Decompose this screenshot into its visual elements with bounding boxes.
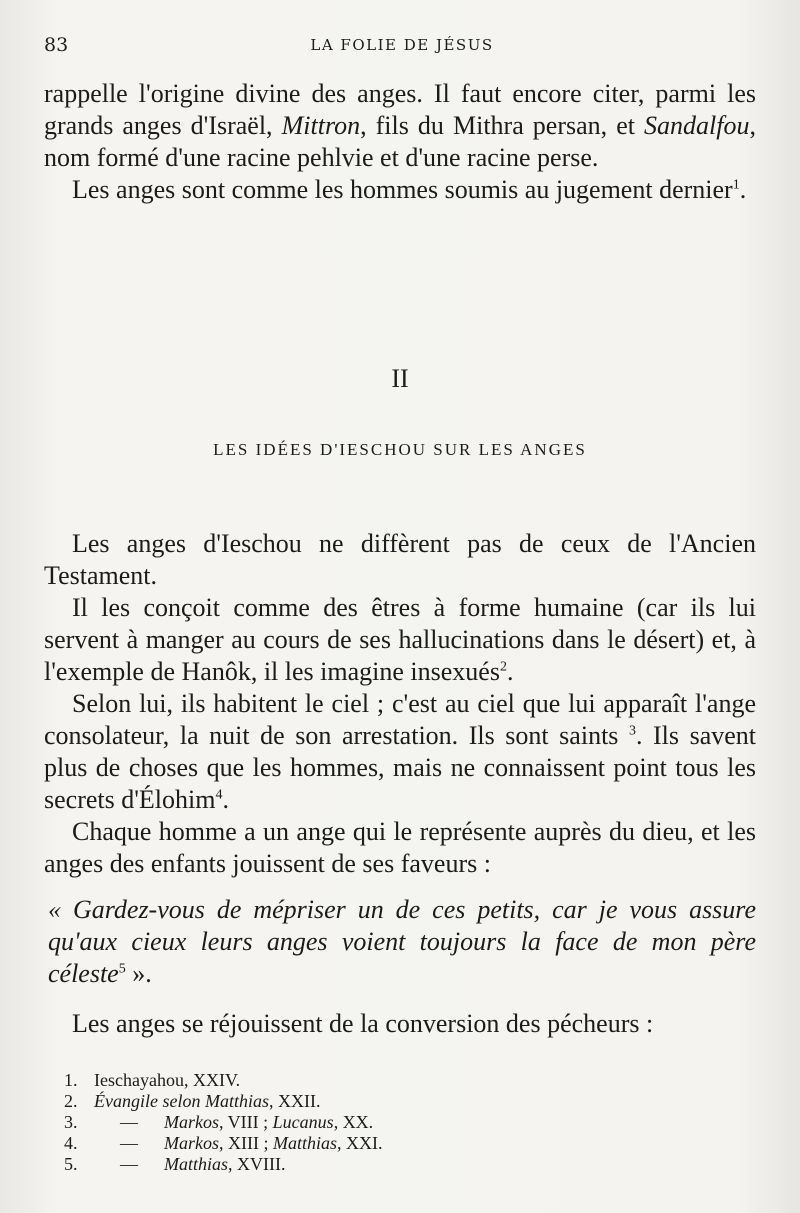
footnote-ref: 3 — [628, 723, 636, 739]
footnote-number: 2. — [64, 1091, 78, 1111]
footnote-ref: 2 — [499, 659, 507, 675]
footnote-run: , XX. — [333, 1112, 374, 1132]
footnote-number: 4. — [64, 1133, 78, 1153]
footnote-run: , XXII. — [269, 1091, 321, 1111]
footnote-run: Markos — [164, 1112, 219, 1132]
footnote-text — [164, 1112, 373, 1133]
text-run: Selon lui, ils habitent le ciel ; c'est au ciel que lui apparaît l'ange consolateur, la nuit de son arrestation. Ils sont saints — [44, 689, 756, 750]
footnote-ref: 4 — [215, 787, 223, 803]
footnote-run: , VIII ; — [219, 1112, 273, 1132]
footnote — [64, 1133, 664, 1154]
footnote-number: 5. — [64, 1154, 78, 1174]
footnote-run: Matthias — [272, 1133, 337, 1153]
text-run: Il les conçoit comme des êtres à forme humaine (car ils lui servent à manger au cours de ses hallucinations dans le désert) et, à l'exemple de Hanôk, il les imagine insexués — [44, 593, 756, 686]
footnote — [64, 1091, 664, 1112]
ditto-mark: — — [120, 1133, 138, 1153]
paragraph — [44, 78, 756, 174]
footnote-run: Matthias — [204, 1091, 269, 1111]
running-title: LA FOLIE DE JÉSUS — [310, 36, 494, 54]
quotation — [44, 894, 756, 990]
text-run: . Ils savent plus de choses que les hommes, mais ne connaissent point tous les secrets d'Élohim — [44, 721, 757, 814]
footnote-number: 1. — [64, 1070, 78, 1090]
footnotes — [64, 1070, 664, 1175]
footnote-run: Markos — [164, 1133, 219, 1153]
paragraph: Chaque homme a un ange qui le représente auprès du dieu, et les anges des enfants jouissent de ses faveurs : — [44, 817, 756, 878]
text-run: . — [506, 657, 514, 686]
text-run: . — [739, 175, 747, 204]
quote-close: ». — [125, 959, 152, 988]
footnote-run: Évangile selon — [94, 1091, 201, 1111]
text-run: rappelle l'origine divine des anges. Il faut encore citer, parmi les grands anges d'Israël, — [44, 79, 756, 140]
paragraph: Les anges se réjouissent de la conversion des pécheurs : — [72, 1009, 654, 1038]
paragraph — [44, 688, 756, 816]
footnote-run: Matthias — [164, 1154, 229, 1174]
footnote-text — [94, 1091, 321, 1112]
footnote — [64, 1112, 664, 1133]
footnote-run: , XVIII. — [228, 1154, 286, 1174]
paragraph: Les anges d'Ieschou ne diffèrent pas de ceux de l'Ancien Testament. — [44, 529, 756, 590]
footnote-number: 3. — [64, 1112, 78, 1132]
footnote-ref: 1 — [732, 177, 740, 193]
footnote-run: , XIII ; — [219, 1133, 273, 1153]
footnote-run: Ieschayahou, XXIV. — [94, 1070, 241, 1090]
top-text-block — [44, 78, 756, 206]
footnote-text — [94, 1070, 240, 1091]
footnote — [64, 1154, 664, 1175]
footnote-text — [164, 1154, 286, 1175]
paragraph — [44, 592, 756, 688]
footnote-text — [164, 1133, 383, 1154]
quote-text: Gardez-vous de mépriser un de ces petits, car je vous assure qu'aux cieux leurs anges voient toujours la face de mon père céleste — [48, 895, 756, 988]
ditto-mark: — — [120, 1112, 138, 1132]
ditto-mark: — — [120, 1154, 138, 1174]
section-number: II — [391, 364, 409, 393]
text-run: , nom formé d'une racine pehlvie et d'une racine perse. — [44, 111, 756, 172]
text-run: . — [222, 785, 229, 814]
page-header — [44, 34, 760, 58]
name-mittron: Mittron — [281, 111, 361, 140]
name-sandalfou: Sandalfou — [644, 111, 750, 140]
paragraph — [44, 174, 756, 206]
page-number: 83 — [44, 34, 69, 56]
text-run: , fils du Mithra persan, et — [360, 111, 645, 140]
main-text-block — [44, 528, 756, 1040]
section-title: LES IDÉES D'IESCHOU SUR LES ANGES — [213, 440, 587, 459]
footnote-ref: 5 — [118, 961, 126, 977]
footnote-run: Lucanus — [272, 1112, 334, 1132]
footnote — [64, 1070, 664, 1091]
text-run: Les anges sont comme les hommes soumis au jugement dernier — [72, 175, 733, 204]
footnote-run: , XXI. — [337, 1133, 383, 1153]
quote-open: « — [48, 895, 73, 924]
